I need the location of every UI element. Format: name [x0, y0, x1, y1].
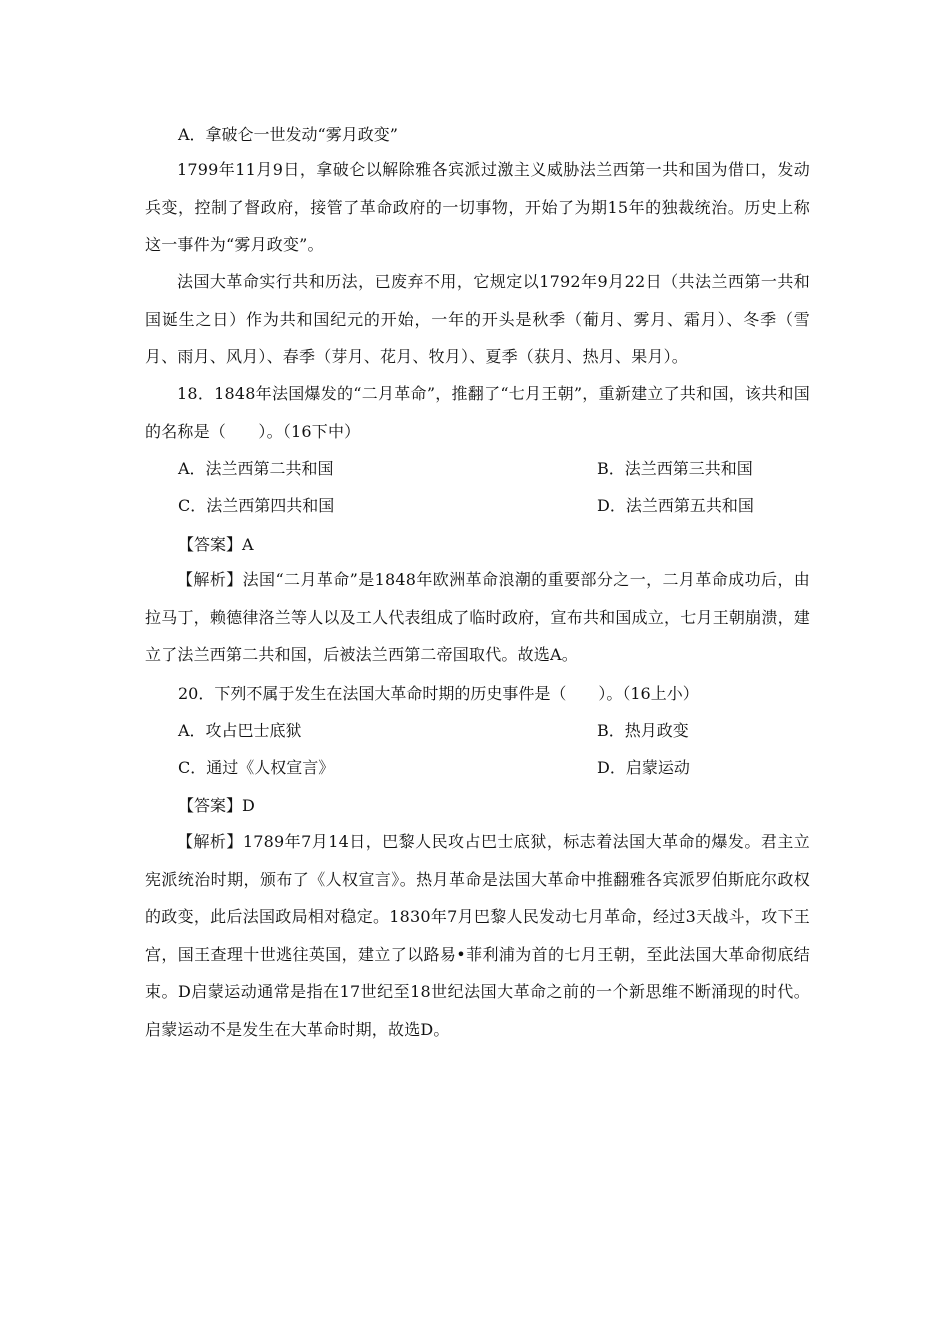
q18-option-b: B．法兰西第三共和国	[597, 459, 753, 478]
q18-analysis: 【解析】法国“二月革命”是1848年欧洲革命浪潮的重要部分之一，二月革命成功后，由拉马丁，赖德律洛兰等人以及工人代表组成了临时政府，宣布共和国成立，七月王朝崩溃，建立了法兰西第二共和国，后被法兰西第二帝国取代。故选A。	[145, 570, 810, 664]
q18-answer: 【答案】A	[178, 535, 254, 554]
q20-stem: 20．下列不属于发生在法国大革命时期的历史事件是（ ）。（16上小）	[178, 684, 699, 703]
q17-option-a: A．拿破仑一世发动“雾月政变”	[178, 125, 398, 144]
q18-stem: 18．1848年法国爆发的“二月革命”，推翻了“七月王朝”，重新建立了共和国，该共和国的名称是（ ）。（16下中）	[145, 384, 810, 441]
q20-option-c: C．通过《人权宣言》	[178, 758, 335, 777]
q17-paragraph-1: 1799年11月9日，拿破仑以解除雅各宾派过激主义威胁法兰西第一共和国为借口，发动兵变，控制了督政府，接管了革命政府的一切事物，开始了为期15年的独裁统治。历史上称这一事件为“雾月政变”。	[145, 160, 810, 254]
q20-option-a: A．攻占巴士底狱	[178, 721, 302, 740]
q17-paragraph-2: 法国大革命实行共和历法，已废弃不用，它规定以1792年9月22日（共法兰西第一共和国诞生之日）作为共和国纪元的开始，一年的开头是秋季（葡月、雾月、霜月）、冬季（雪月、雨月、风月）、春季（芽月、花月、牧月）、夏季（获月、热月、果月）。	[145, 272, 810, 366]
q20-option-d: D．启蒙运动	[597, 758, 690, 777]
q20-answer: 【答案】D	[178, 796, 255, 815]
q18-option-d: D．法兰西第五共和国	[597, 496, 754, 515]
q20-analysis: 【解析】1789年7月14日，巴黎人民攻占巴士底狱，标志着法国大革命的爆发。君主立宪派统治时期，颁布了《人权宣言》。热月革命是法国大革命中推翻雅各宾派罗伯斯庇尔政权的政变，此后法国政局相对稳定。1830年7月巴黎人民发动七月革命，经过3天战斗，攻下王宫，国王查理十世逃往英国，建立了以路易•菲利浦为首的七月王朝，至此法国大革命彻底结束。D启蒙运动通常是指在17世纪至18世纪法国大革命之前的一个新思维不断涌现的时代。启蒙运动不是发生在大革命时期，故选D。	[145, 832, 810, 1039]
q20-option-b: B．热月政变	[597, 721, 689, 740]
q18-option-a: A．法兰西第二共和国	[178, 459, 334, 478]
q18-option-c: C．法兰西第四共和国	[178, 496, 335, 515]
